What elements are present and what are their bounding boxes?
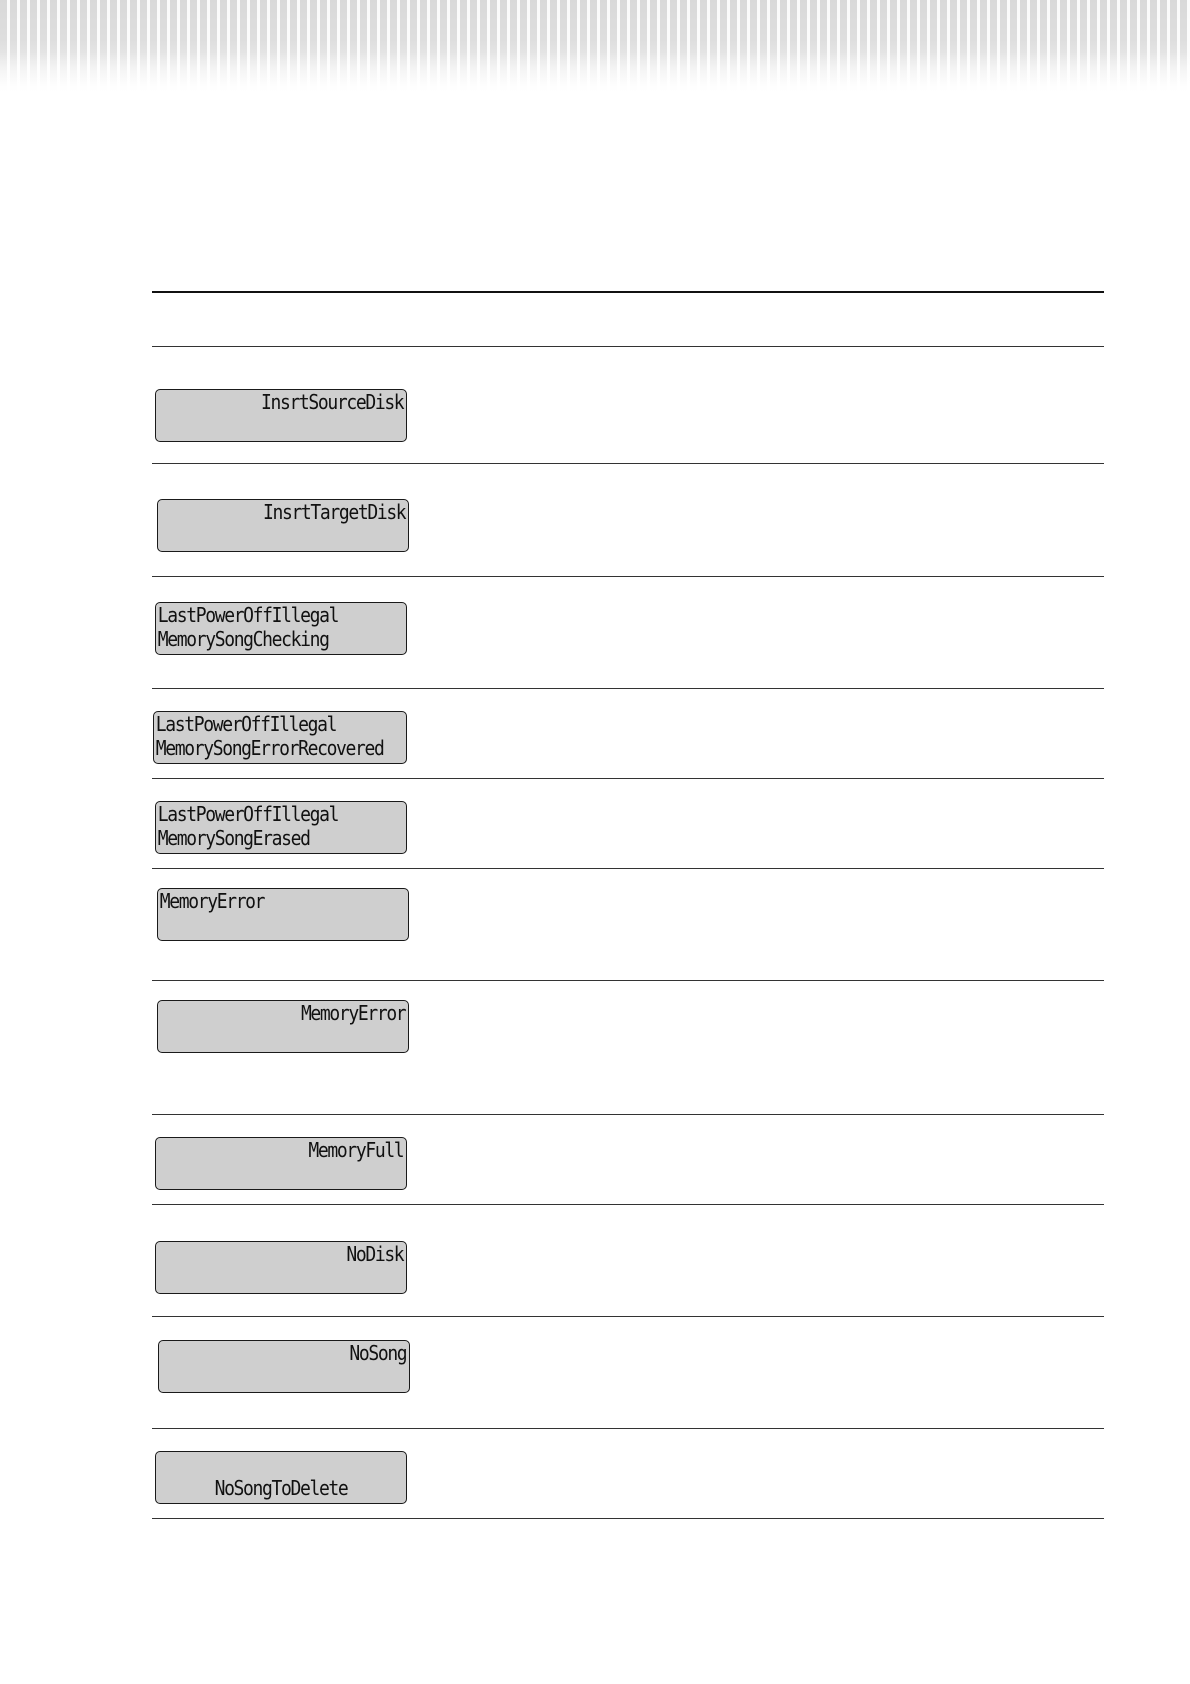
table-bottom-rule [152, 1518, 1104, 1519]
row-divider [152, 463, 1104, 464]
lcd-line: MemoryError [159, 889, 265, 913]
lcd-display [155, 389, 407, 442]
lcd-line: NoSong [349, 1341, 407, 1365]
lcd-display [155, 1241, 407, 1294]
row-divider [152, 868, 1104, 869]
lcd-display [157, 499, 409, 552]
header-keyboard-band [0, 0, 1190, 95]
lcd-line: MemoryFull [308, 1138, 404, 1162]
lcd-display [158, 1340, 410, 1393]
lcd-line: LastPowerOffIllegal [157, 603, 339, 627]
lcd-display [155, 1451, 407, 1504]
lcd-line: MemorySongChecking [157, 627, 329, 651]
lcd-display [155, 801, 407, 854]
row-divider [152, 980, 1104, 981]
lcd-line: NoDisk [346, 1242, 404, 1266]
table-top-rule [152, 291, 1104, 293]
row-divider [152, 688, 1104, 689]
row-divider [152, 1316, 1104, 1317]
lcd-line: InsrtTargetDisk [262, 500, 406, 524]
row-divider [152, 778, 1104, 779]
row-divider [152, 576, 1104, 577]
lcd-line: MemoryError [300, 1001, 406, 1025]
lcd-line: NoSongToDelete [214, 1476, 348, 1500]
row-divider [152, 1204, 1104, 1205]
lcd-line: MemorySongErased [157, 826, 310, 850]
lcd-display [155, 1137, 407, 1190]
lcd-display [157, 888, 409, 941]
table-header-rule [152, 346, 1104, 347]
row-divider [152, 1428, 1104, 1429]
lcd-display [157, 1000, 409, 1053]
lcd-display [155, 602, 407, 655]
lcd-display [153, 711, 407, 764]
lcd-line: LastPowerOffIllegal [157, 802, 339, 826]
row-divider [152, 1114, 1104, 1115]
lcd-line: InsrtSourceDisk [260, 390, 404, 414]
lcd-line: LastPowerOffIllegal [155, 712, 337, 736]
lcd-line: MemorySongErrorRecovered [155, 736, 384, 760]
